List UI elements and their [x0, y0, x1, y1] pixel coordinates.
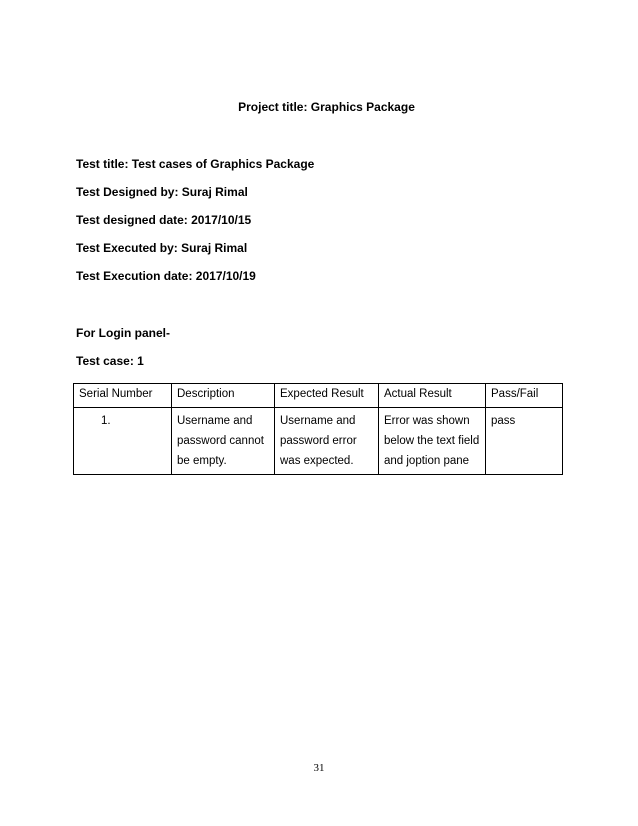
cell-actual-line: below the text field [384, 435, 480, 447]
cell-pass-fail: pass [486, 408, 563, 475]
test-case-table [73, 383, 563, 475]
header-expected-result: Expected Result [275, 384, 379, 408]
header-serial-number: Serial Number [74, 384, 172, 408]
cell-description [172, 408, 275, 475]
table-header-row [74, 384, 563, 408]
cell-actual-line: and joption pane [384, 455, 470, 467]
cell-expected-result [275, 408, 379, 475]
cell-serial: 1. [74, 408, 172, 475]
cell-description-line: be empty. [177, 455, 227, 467]
cell-description-line: Username and [177, 415, 253, 427]
test-case-label: Test case: 1 [76, 354, 144, 368]
cell-expected-line: password error [280, 435, 357, 447]
cell-expected-line: Username and [280, 415, 356, 427]
header-actual-result: Actual Result [379, 384, 486, 408]
test-title: Test title: Test cases of Graphics Package [76, 157, 315, 171]
cell-actual-result [379, 408, 486, 475]
table-row [74, 408, 563, 475]
test-designed-by: Test Designed by: Suraj Rimal [76, 185, 248, 199]
test-execution-date: Test Execution date: 2017/10/19 [76, 269, 256, 283]
cell-description-line: password cannot [177, 435, 264, 447]
page-number: 31 [313, 762, 325, 774]
header-pass-fail: Pass/Fail [486, 384, 563, 408]
test-designed-date: Test designed date: 2017/10/15 [76, 213, 252, 227]
test-executed-by: Test Executed by: Suraj Rimal [76, 241, 248, 255]
header-description: Description [172, 384, 275, 408]
cell-actual-line: Error was shown [384, 415, 470, 427]
cell-expected-line: was expected. [280, 455, 354, 467]
project-title: Project title: Graphics Package [238, 100, 415, 114]
section-heading: For Login panel- [76, 326, 170, 340]
